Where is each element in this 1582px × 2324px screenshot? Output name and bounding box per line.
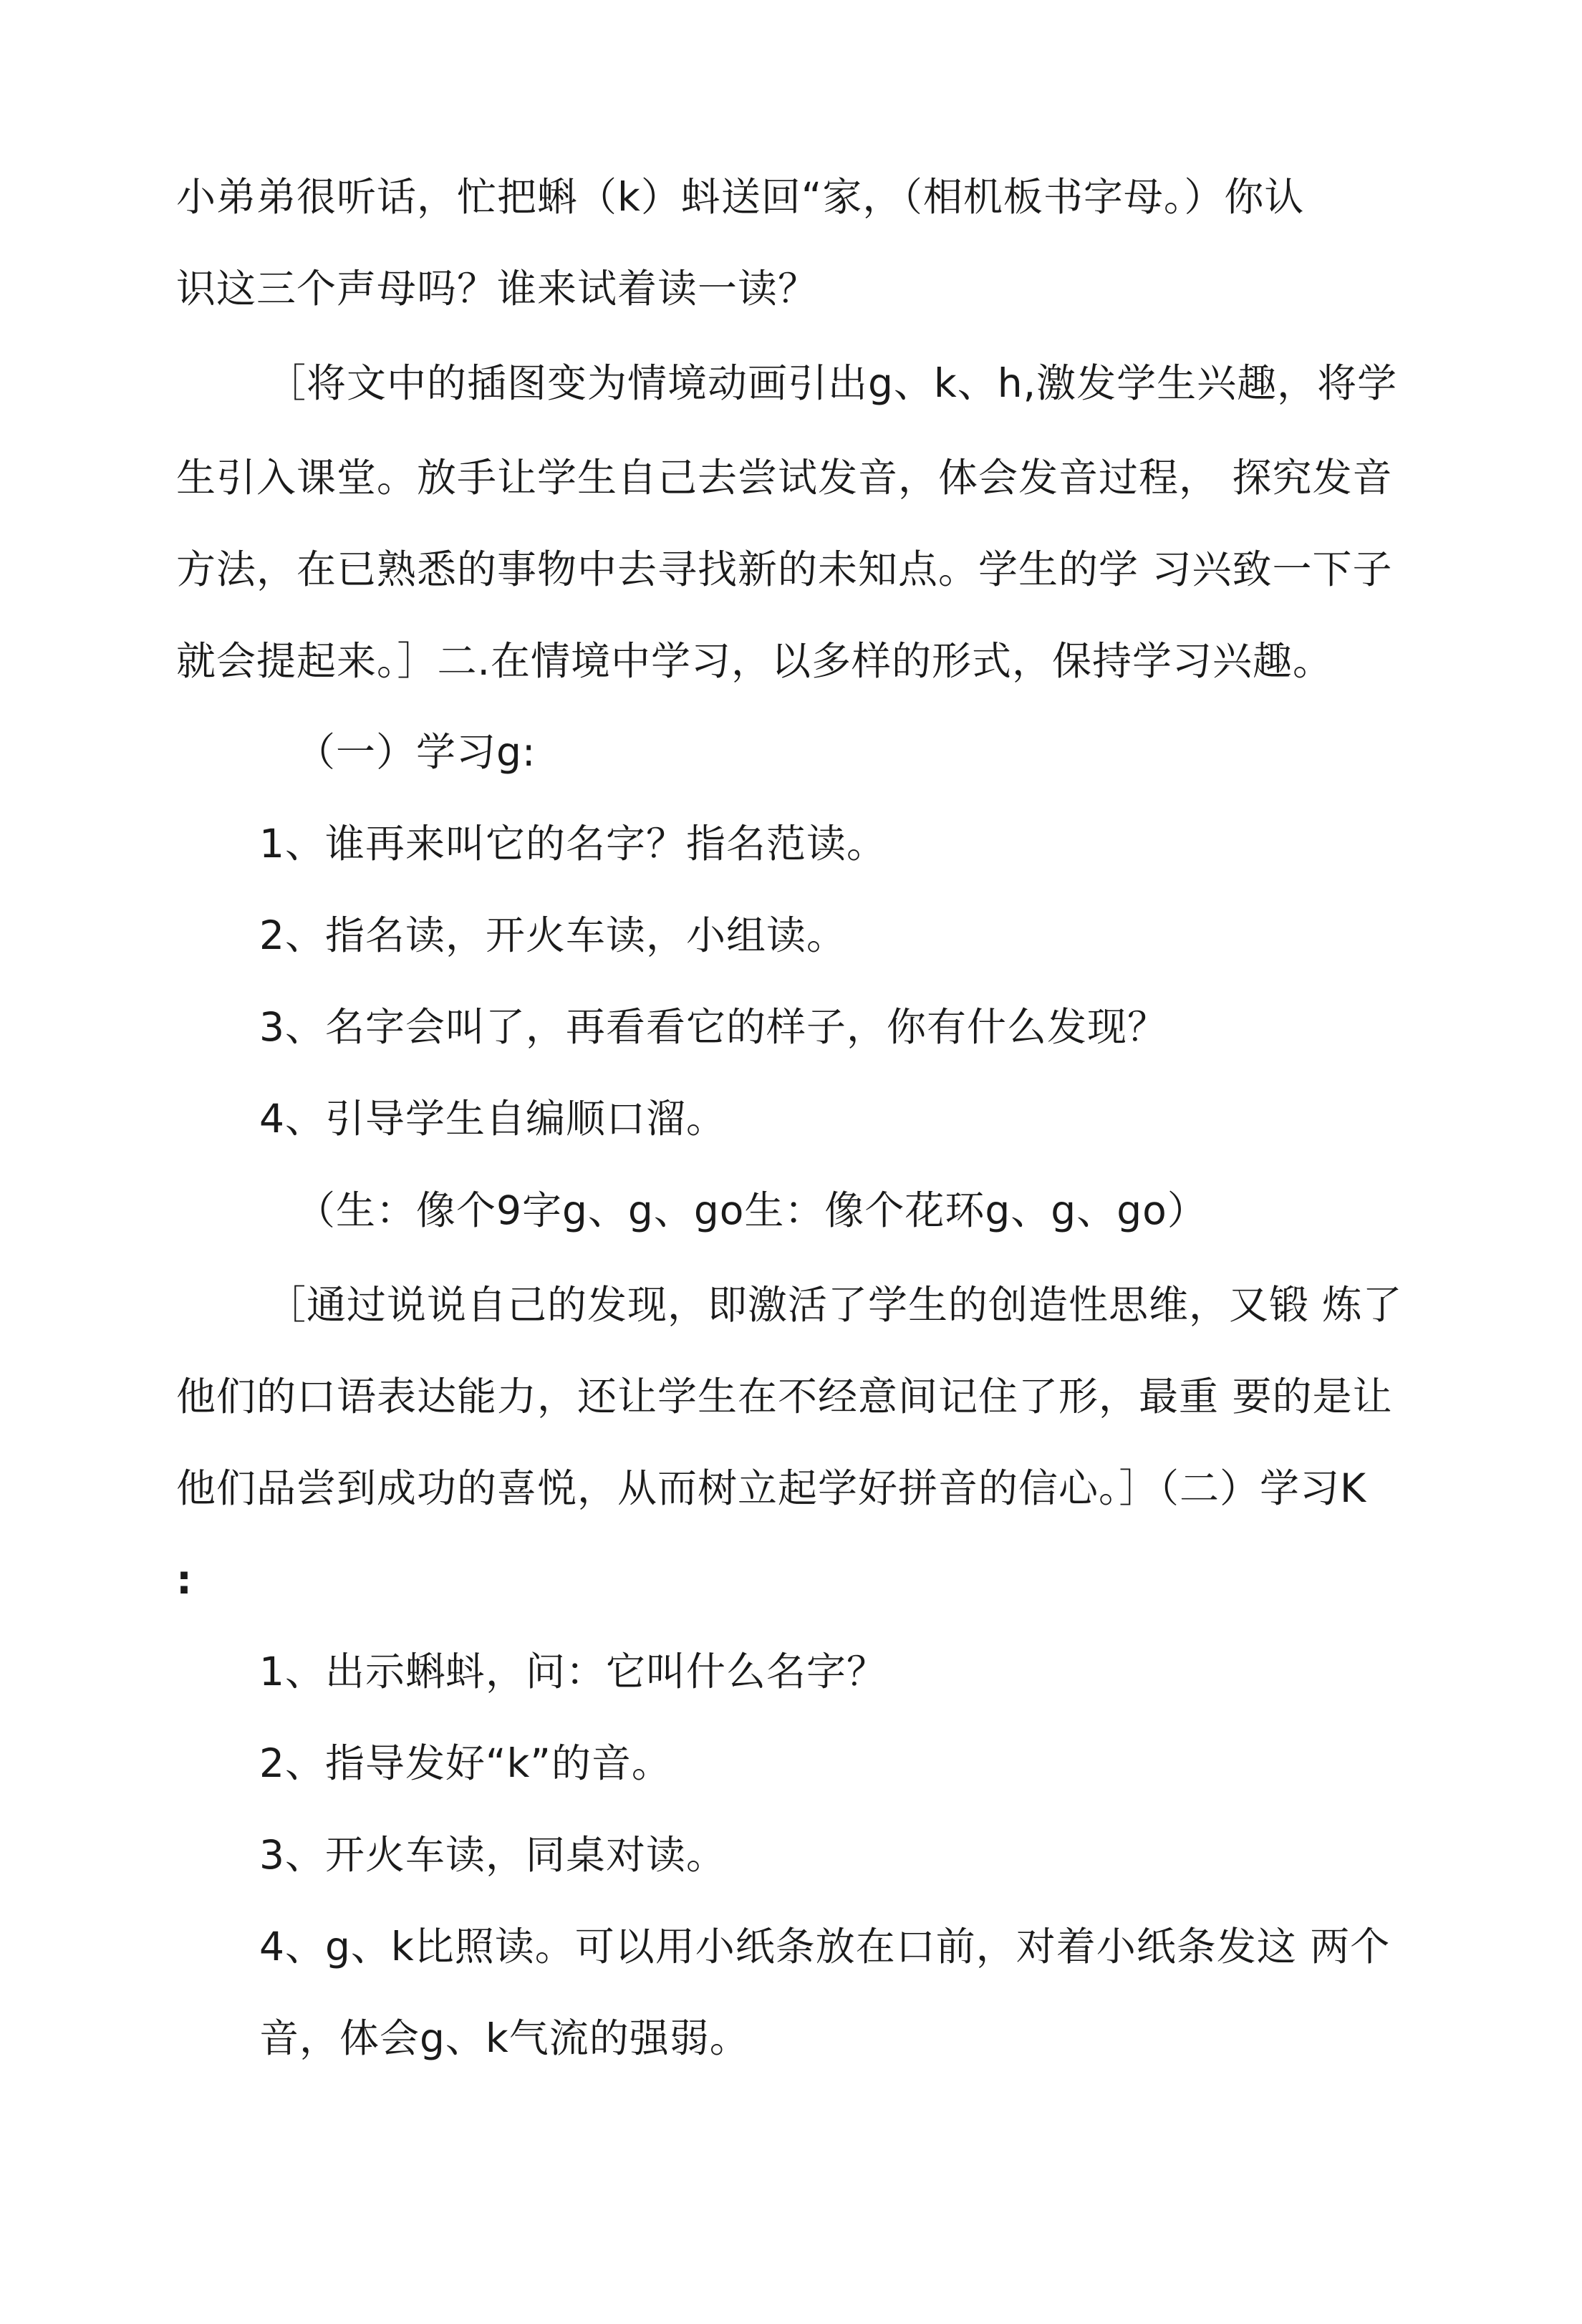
section-heading: （一）学习g:	[296, 729, 536, 775]
text-line: ［将文中的插图变为情境动画引出g、k、h,激发学生兴趣，将学	[266, 360, 1398, 406]
text-line: 方法，在已熟悉的事物中去寻找新的未知点。学生的学 习兴致一下子	[176, 546, 1393, 592]
text-line: 生引入课堂。放手让学生自己去尝试发音，体会发音过程， 探究发音	[176, 455, 1393, 501]
text-line: 小弟弟很听话，忙把蝌（k）蚪送回“家，（相机板书字母。）你认	[176, 174, 1305, 220]
list-item: 2、指名读，开火车读，小组读。	[259, 912, 847, 958]
text-line: 识这三个声母吗？谁来试着读一读？	[176, 266, 819, 312]
text-line: 音，体会g、k气流的强弱。	[259, 2015, 750, 2061]
list-item: 3、名字会叫了，再看看它的样子，你有什么发现？	[259, 1004, 1167, 1050]
text-line: 他们品尝到成功的喜悦，从而树立起学好拼音的信心。］（二）学习K	[176, 1465, 1367, 1511]
text-line: （生：像个9字g、g、go生：像个花环g、g、go）	[296, 1187, 1207, 1233]
list-item: 4、引导学生自编顺口溜。	[259, 1096, 726, 1142]
list-item: 3、开火车读，同桌对读。	[259, 1832, 726, 1878]
text-line: 他们的口语表达能力，还让学生在不经意间记住了形，最重 要的是让	[176, 1374, 1393, 1419]
list-item: 4、g、k比照读。可以用小纸条放在口前，对着小纸条发这 两个	[259, 1924, 1391, 1969]
list-item: 1、出示蝌蚪，问：它叫什么名字？	[259, 1649, 887, 1694]
list-item: 1、谁再来叫它的名字？指名范读。	[259, 821, 887, 867]
text-line: 就会提起来。］二.在情境中学习，以多样的形式，保持学习兴趣。	[176, 638, 1333, 684]
text-line: :	[176, 1557, 193, 1603]
list-item: 2、指导发好“k”的音。	[259, 1740, 672, 1786]
text-line: ［通过说说自己的发现，即激活了学生的创造性思维，又锻 炼了	[266, 1282, 1403, 1328]
